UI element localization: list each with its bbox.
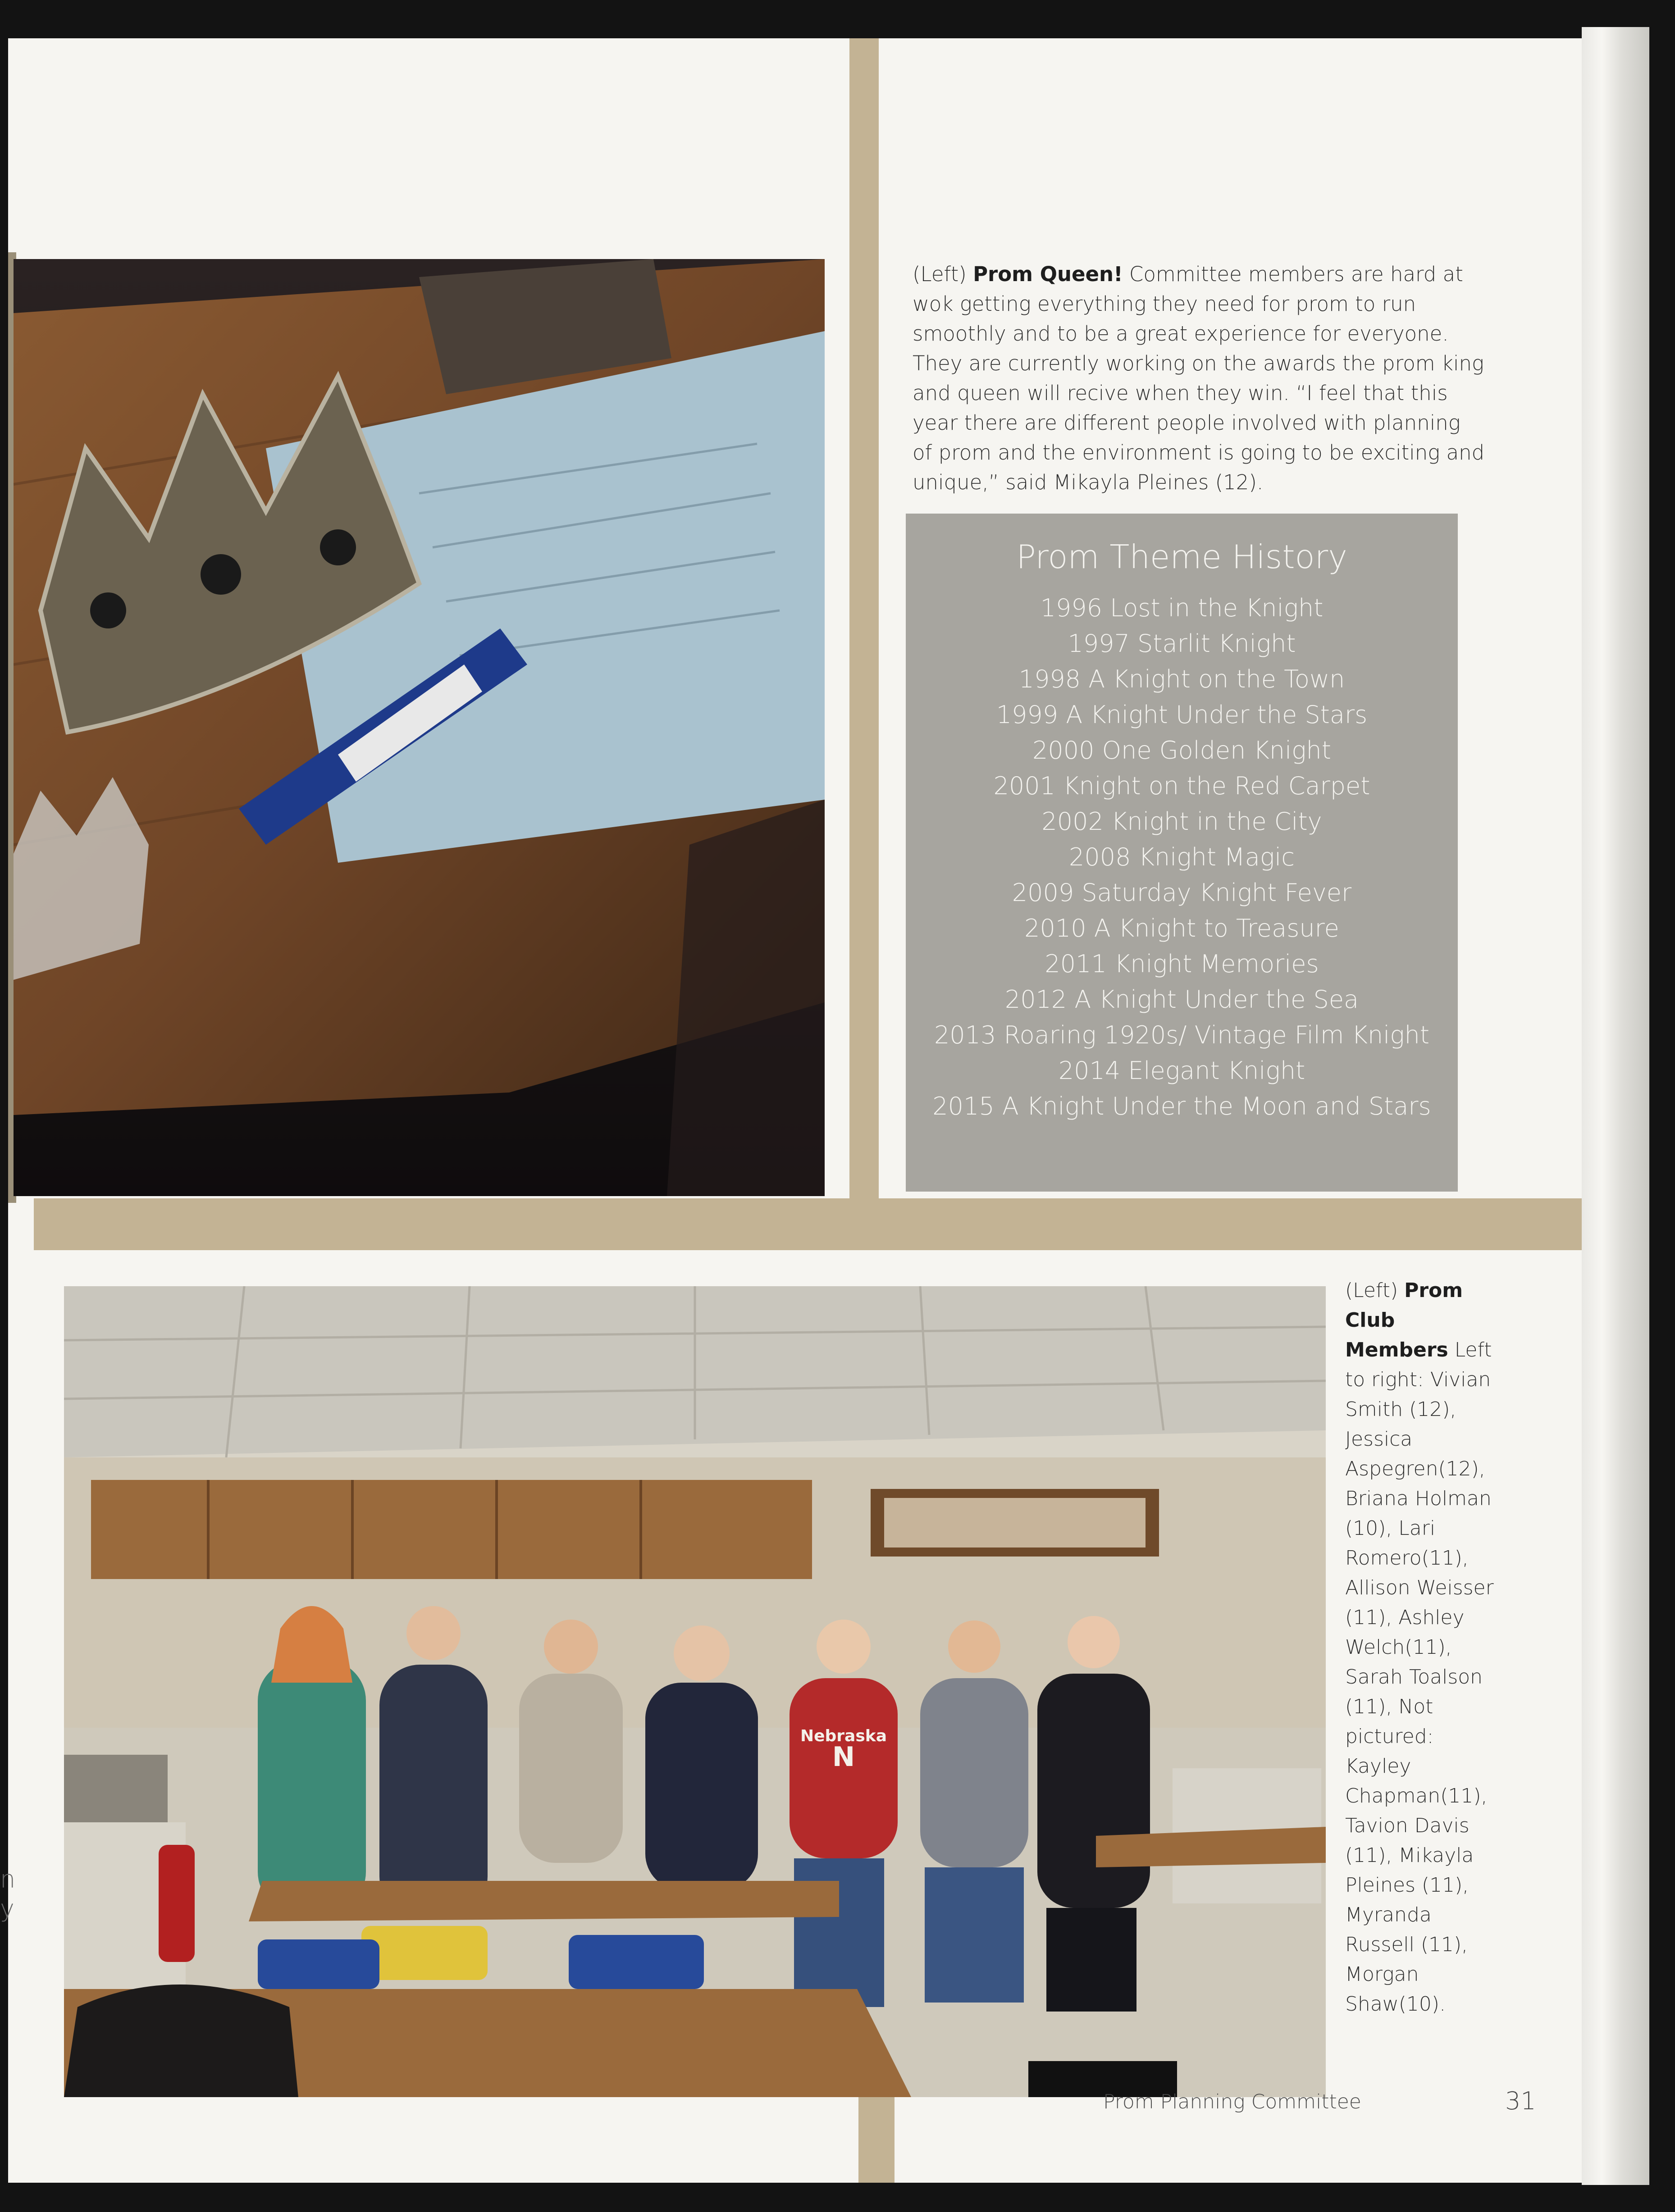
theme-history-item: 1998 A Knight on the Town <box>1018 665 1345 693</box>
section-footer: Prom Planning Committee <box>1103 2090 1361 2113</box>
theme-history-title: Prom Theme History <box>1016 538 1347 576</box>
theme-history-item: 2009 Saturday Knight Fever <box>1012 878 1352 907</box>
caption-prefix: (Left) <box>1345 1279 1405 1302</box>
caption-title: Prom Queen! <box>973 262 1123 286</box>
theme-history-item: 2012 A Knight Under the Sea <box>1004 985 1359 1014</box>
theme-history-item: 2015 A Knight Under the Moon and Stars <box>932 1092 1431 1120</box>
page-number: 31 <box>1505 2087 1536 2115</box>
caption-prefix: (Left) <box>913 262 973 286</box>
theme-history-item: 2011 Knight Memories <box>1045 950 1319 978</box>
caption-body: Left to right: Vivian Smith (12), Jessica Aspegren(12), Briana Holman (10), Lari Romero(11), Allison Weisser (11), Ashley Welch(11), Sarah Toalson (11), Not pictured: Kayley Chapman(11), Tavion Davis (11), Mikayla Pleines (11), Myranda Russell (11), Morgan Shaw(10). <box>1345 1338 1494 2016</box>
theme-history-item: 1997 Starlit Knight <box>1068 629 1296 658</box>
facing-page-bleed-letter: n <box>0 1865 16 1893</box>
page-edge <box>1582 27 1649 2185</box>
theme-history-item: 2001 Knight on the Red Carpet <box>993 772 1370 800</box>
group-photo-caption <box>1345 1276 1503 2019</box>
gold-rule-horizontal <box>34 1198 1582 1250</box>
theme-history-item: 1996 Lost in the Knight <box>1040 594 1324 622</box>
theme-history-item: 2000 One Golden Knight <box>1032 736 1331 765</box>
caption-title: Prom Club Members <box>1345 1279 1463 1361</box>
theme-history-item: 2014 Elegant Knight <box>1058 1056 1305 1085</box>
theme-history-item: 2002 Knight in the City <box>1041 807 1322 836</box>
theme-history-item: 2010 A Knight to Treasure <box>1024 914 1339 942</box>
caption-body: Committee members are hard at wok getting everything they need for prom to run smoothly and to be a great experience for everyone. They are currently working on the awards the prom king and queen will recive when they win. “I feel that this year there are different people involved with planning of prom and the environment is going to be exciting and unique,” said Mikayla Pleines (12). <box>913 262 1485 494</box>
crown-photo <box>14 259 825 1196</box>
sweatshirt-letter: N <box>832 1741 855 1773</box>
facing-page-bleed-letter: y <box>0 1894 14 1923</box>
prom-theme-history-box <box>906 514 1458 1192</box>
prom-club-group-photo <box>64 1286 1326 2097</box>
gold-rule-vertical-bottom <box>858 2095 895 2183</box>
theme-history-item: 1999 A Knight Under the Stars <box>996 701 1368 729</box>
crown-photo-caption <box>913 259 1485 497</box>
theme-history-list <box>906 590 1458 1124</box>
theme-history-item: 2013 Roaring 1920s/ Vintage Film Knight <box>934 1021 1430 1049</box>
sweatshirt-text: Nebraska <box>800 1727 887 1745</box>
theme-history-item: 2008 Knight Magic <box>1069 843 1295 871</box>
gold-rule-vertical-top <box>849 38 879 1198</box>
